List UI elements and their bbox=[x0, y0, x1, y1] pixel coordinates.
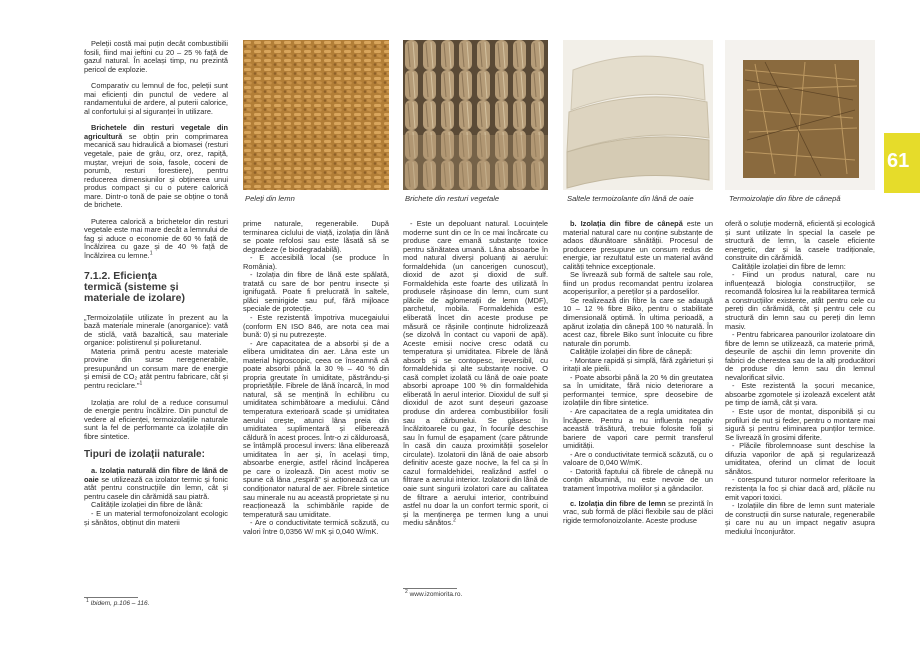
quote: „Termoizolațiile utilizate în prezent au la bază materiale minerale (anorganice): vată de sticlă, vată bazaltică, sau materiale organice: polistirenul și poliuretanul. bbox=[84, 312, 228, 348]
paragraph: - Izolația din fibre de lână este spălată, tratată cu sare de bor pentru insecte și ignifugată. Poate fi prelucrată în saltele, plăci semirigide sau puf, fără mijloace speciale de protecție. bbox=[243, 270, 389, 314]
page-number: 61 bbox=[887, 150, 910, 172]
column-2 bbox=[243, 220, 389, 544]
paragraph: Se livrează sub formă de saltele sau role, fiind un produs recomandat pentru izolarea acoperișurilor, a pereților și a pardoselilor. bbox=[563, 270, 713, 297]
caption-wool: Saltele termoizolante din lână de oaie bbox=[567, 194, 694, 203]
paragraph: - Este un depoluant natural. Locuințele moderne sunt din ce în ce mai încărcate cu produse care emană substanțe toxice pentru sănătatea umană. Lâna absoarbe în mod natural diverși poluanți ai aerului: formaldehida (un cancerigen cunoscut), dioxid de azot și dioxid de sulf. Formaldehida este foarte des utilizată în produsele rășinoase din lemn, cum sunt plăcile de aglomerații de lemn (MDF), parchetul, mobila. Formaldehida este eliberată încet din aceste produse pe măsură ce rășinile conținute hidrolizează (se dizolvă în contact cu vaporii de apă). Aceste emisii nocive cresc odată cu temperatura și umiditatea. Fibrele de lână absorb și se contopesc, ireversibil, cu formaldehida și alte substanțe nocive. O casă complet izolată cu lână de oaie poate absorbi aproape 100 % din formaldehida eliberată în aerul interior. Dioxidul de sulf și dioxidul de azot sunt deșeuri gazoase produse din arderea combustibililor fosili sau a cărbunelui. Se găsesc în încălzitoarele cu gaz, în focurile deschise sau în fumul de eșapament (care pătrunde în casă din cauza proximității șoselelor circulate). Izolatorii din lână de oaie absorb definitiv aceste gaze nocive, la fel ca și în cazul formaldehidei, realizând astfel o filtrare a aerului interior. Izolatorii din lână de oaie sunt singurii izolatori care au calitatea de filtrare a aerului interior, contribuind astfel nu doar la un confort termic sporit, ci și la menținerea pe termen lung a unui mediu sănătos.$^2$ bbox=[403, 219, 549, 528]
bold-term: a. Izolația naturală din fibre de lână de oaie bbox=[84, 466, 228, 484]
footnote-rule bbox=[403, 588, 457, 589]
caption-briquettes: Brichete din resturi vegetale bbox=[405, 194, 500, 203]
caption-hemp: Termoizolație din fibre de cânepă bbox=[729, 194, 841, 203]
caption-pellets: Peleți din lemn bbox=[245, 194, 295, 203]
paragraph: Calitățile izolației din fibre de lână: bbox=[91, 500, 203, 510]
paragraph: - Pentru fabricarea panourilor izolatoare din fibre de lemn se utilizează, ca materie primă, deșeurile de așchii din lemn provenite din fabrici de cherestea sau de la alți producători de produse din lemn sau din lemnul nevalorificat silvic. bbox=[725, 330, 875, 382]
paragraph: Izolația are rolul de a reduce consumul de energie pentru încălzire. Din punctul de vedere al eficienței, termoizolațiile naturale sunt la fel de performante ca izolațiile din fibre sintetice. bbox=[84, 397, 228, 441]
paragraph: Puterea calorică a brichetelor din resturi vegetale este mai mare decât a lemnului de fag și aduce o economie de 60 % față de încălzirea cu gaze și de 40 % față de încălzirea cu lemne.$^1$ bbox=[84, 216, 228, 261]
paragraph: - Fiind un produs natural, care nu influențează biologia construcțiilor, se recomandă folosirea lui la reabilitarea termică a construcțiilor existente, atât pentru cele cu pereți din cărămidă, cât și pentru cele cu structură din lemn sau cu pereți din lemn masiv. bbox=[725, 270, 875, 331]
column-5 bbox=[725, 220, 875, 544]
paragraph: Comparativ cu lemnul de foc, peleții sunt mai eficienți din punctul de vedere al randamentului de ardere, al puterii calorice, al confortului și al siguranței în utilizare. bbox=[84, 81, 228, 116]
bold-term: b. Izolația din fibre de cânepă bbox=[570, 219, 683, 228]
photo-wool-mats bbox=[563, 40, 713, 190]
footnote-1: $^1$ Ibidem, p.106 – 116. bbox=[86, 597, 150, 607]
column-3 bbox=[403, 220, 548, 536]
paragraph: - Izolațiile din fibre de lemn sunt materiale de construcții din surse naturale, regenerabile și care nu au un impact negativ asupra mediului înconjurător. bbox=[725, 501, 875, 536]
paragraph: - E un material termofonoizolant ecologic și sănătos, obținut din materii bbox=[84, 508, 228, 527]
footnote-2: $^2$ www.izomiorita.ro. bbox=[405, 588, 463, 598]
bold-term: c. Izolația din fibre de lemn bbox=[570, 498, 666, 508]
column-4 bbox=[563, 220, 713, 533]
paragraph: - Plăcile fibrolemnoase sunt deschise la difuzia vaporilor de apă și regularizează umiditatea, oferind un climat de locuit sănătos. bbox=[725, 441, 875, 476]
section-heading: 7.1.2. Eficiența termică (sisteme și materiale de izolare) bbox=[84, 269, 185, 304]
photo-hemp-insulation bbox=[725, 40, 875, 190]
footnote-rule bbox=[84, 597, 138, 598]
paragraph: - Datorită faptului că fibrele de cânepă nu conțin albumină, nu este nevoie de un tratament împotriva moliilor și a gândacilor. bbox=[563, 466, 713, 493]
column-1 bbox=[84, 40, 228, 535]
paragraph: - Poate absorbi până la 20 % din greutatea sa în umiditate, fără nicio deteriorare a performanței termice, spre deosebire de izolațiile din fibre sintetice. bbox=[563, 372, 713, 408]
paragraph: Calitățile izolației din fibre de lemn: bbox=[732, 261, 846, 271]
footnote-ref: 1 bbox=[139, 380, 143, 387]
photo-wood-pellets bbox=[243, 40, 389, 190]
paragraph: a. Izolația naturală din fibre de lână de oaie se utilizează ca izolator termic și fonic atât pentru construcțiile din lemn, cât și pentru casele din cărămidă sau piatră. bbox=[84, 466, 228, 501]
paragraph: c. Izolația din fibre de lemn se prezintă în vrac, sub formă de plăci flexibile sau de plăci rigide termofonoizolante. Aceste produse bbox=[563, 498, 713, 525]
paragraph: - Este ușor de montat, disponibilă și cu profiluri de nut și feder, pentru o montare mai sigură și pentru eliminarea punților termice. Se livrează în grosimi diferite. bbox=[725, 407, 875, 442]
footnote-ref: 2 bbox=[453, 517, 456, 524]
paragraph: b. Izolația din fibre de cânepă este un material natural care nu conține substanțe de adaos dăunătoare sănătății. Procesul de producere presupune un consum redus de energie, iar rezultatul este un material având calități tehnice excepționale. bbox=[563, 219, 713, 271]
paragraph: - corespund tuturor normelor referitoare la rezistența la foc și chiar dacă ard, plăcile nu emit vapori toxici. bbox=[725, 475, 875, 502]
paragraph: - Are o conductivitate termică scăzută, cu o valoare de 0,040 W/mK. bbox=[563, 449, 713, 468]
paragraph: prime naturale, regenerabile. După terminarea ciclului de viață, izolația din lână se poate refolosi sau este lăsată să se degradeze (e biodegradabilă). bbox=[243, 219, 389, 254]
paragraph: - Are capacitatea de a absorbi și de a elibera umiditatea din aer. Lâna este un material higroscopic, ceea ce înseamnă că poate absorbi până la 30 % – 40 % din propria greutate în umiditate, păstrându-și proprietățile. Fibrele de lână încarcă, în mod natural, să se mențină în echilibru cu umiditatea schimbătoare a mediului. Când temperatura exterioară scade și umiditatea aerului crește, atunci lâna preia din umiditatea suplimentară și eliberează căldură în acest proces. Într-o zi călduroasă, se întâmplă procesul invers: lâna eliberează umiditatea în aer și, în același timp, absoarbe energie, astfel răcind încăperea pe care o izolează. Din acest motiv se spune că lâna „respiră” și acționează ca un condiționator natural de aer. Fibrele sintetice sau minerale nu au această proprietate și nu reacționează la schimbările rapide de temperatură sau umiditate. bbox=[243, 338, 389, 519]
photo-briquettes bbox=[403, 40, 548, 190]
paragraph: - Are o conductivitate termică scăzută, cu valori între 0,0356 W/ mK și 0,040 W/mK. bbox=[243, 518, 389, 536]
bold-term: Brichetele din resturi vegetale din agricultură bbox=[84, 123, 228, 141]
paragraph: Se realizează din fibre la care se adaugă 10 – 12 % fibre Biko, pentru o stabilitate dimensională optimă. În ultima perioadă, a apărut izolația din cânepă 100 % naturală. În acest caz, fibrele Biko sunt înlocuite cu fibre naturale din porumb. bbox=[563, 295, 713, 348]
paragraph: - Are capacitatea de a regla umiditatea din încăpere. Pentru a nu influența negativ această trăsătură, trebuie folosite folii și bariere de vapori care permit transferul umidității. bbox=[563, 407, 713, 451]
footnote-ref: 1 bbox=[149, 250, 153, 257]
paragraph: Peleții costă mai puțin decât combustibilii fosili, fiind mai ieftini cu 20 – 25 % față de gazul natural. În același timp, nu prezintă pericol de explozie. bbox=[84, 39, 228, 74]
paragraph: Brichetele din resturi vegetale din agricultură se obțin prin comprimarea mecanică sau hidraulică a biomasei (resturi vegetale, paie de grâu, orz, orez, rapiță, muștar, vrejuri de soia, fasole, coceni de porumb, resturi forestiere), pentru reducerea dimensiunilor și obținerea unui produs compact și cu o putere calorică mare. Dintr-o tonă de paie se obține o tonă de brichete. bbox=[84, 123, 228, 210]
paragraph: - Este rezistentă împotriva mucegaiului (conform EN ISO 846, are nota cea mai bună: 0) și nu putrezește. bbox=[243, 313, 389, 340]
paragraph: - Este rezistentă la șocuri mecanice, absoarbe zgomotele și izolează excelent atât pe timp de iarnă, cât și vara. bbox=[725, 381, 875, 408]
paragraph: - E accesibilă local (se produce în România). bbox=[243, 253, 389, 271]
quote: Materia primă pentru aceste materiale provine din surse neregenerabile, presupunând un consum mare de energie și emisii de CO₂ atât pentru fabricare, cât și pentru reciclare.”$^1$ bbox=[84, 346, 228, 390]
subsection-heading: Tipuri de izolații naturale: bbox=[84, 449, 205, 461]
paragraph: - Montare rapidă și simplă, fără zgârieturi și iritații ale pielii. bbox=[563, 355, 713, 374]
paragraph: oferă o soluție modernă, eficientă și ecologică și sunt utilizate în special la casele pe structură de lemn, la casele eficiente energetic, dar și la casele tradiționale, construite din cărămidă. bbox=[725, 219, 875, 263]
paragraph: Calitățile izolației din fibre de cânepă: bbox=[570, 347, 693, 357]
